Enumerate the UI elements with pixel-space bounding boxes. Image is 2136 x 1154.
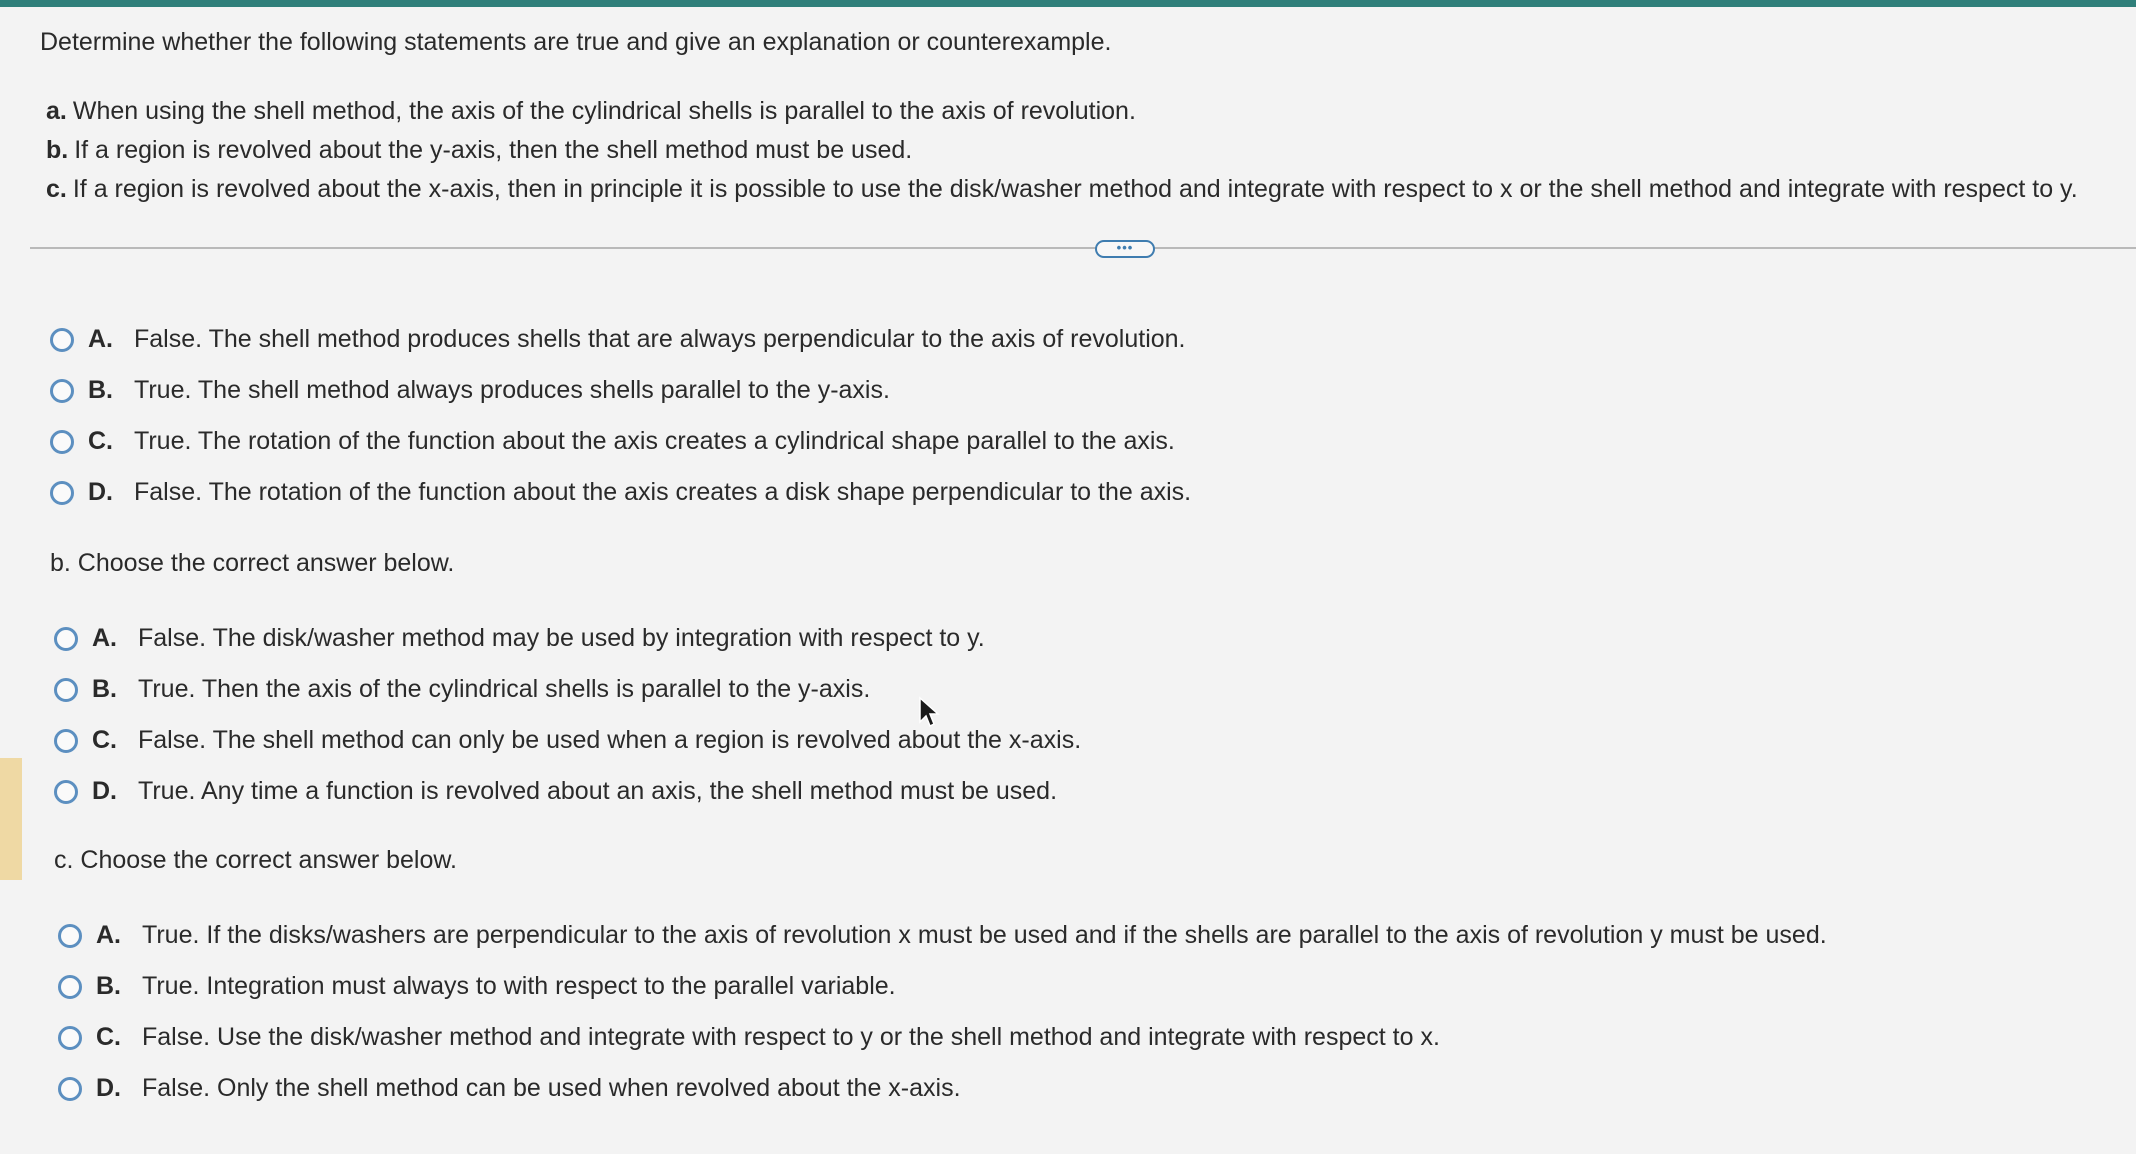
part-b-option-d[interactable] (54, 766, 1081, 817)
statements-list (46, 92, 2078, 209)
expand-more-button[interactable]: ••• (1095, 240, 1155, 258)
option-letter: D. (96, 1074, 121, 1102)
statement-letter: b. (46, 136, 69, 164)
option-letter: A. (96, 921, 121, 949)
option-letter: C. (96, 1023, 121, 1051)
option-letter: B. (92, 675, 117, 703)
option-text: True. If the disks/washers are perpendicular to the axis of revolution x must be used and if the shells are parallel to the axis of revolution y must be used. (142, 921, 1827, 949)
side-tab[interactable] (0, 758, 22, 880)
radio-button[interactable] (54, 729, 78, 753)
statement-letter: a. (46, 97, 67, 125)
option-letter: D. (88, 478, 113, 506)
option-text: False. The rotation of the function about the axis creates a disk shape perpendicular to the axis. (134, 478, 1192, 506)
option-letter: B. (88, 376, 113, 404)
radio-button[interactable] (50, 481, 74, 505)
radio-button[interactable] (50, 379, 74, 403)
part-b-label: b. Choose the correct answer below. (50, 549, 455, 577)
option-text: True. Integration must always to with respect to the parallel variable. (142, 972, 896, 1000)
option-text: True. Then the axis of the cylindrical shells is parallel to the y-axis. (138, 675, 871, 703)
part-c-option-c[interactable] (58, 1012, 1827, 1063)
radio-button[interactable] (58, 1077, 82, 1101)
statement-a (46, 92, 2078, 131)
statement-letter: c. (46, 175, 67, 203)
option-text: True. The shell method always produces shells parallel to the y-axis. (134, 376, 890, 404)
mouse-cursor-icon (918, 696, 944, 730)
radio-button[interactable] (58, 1026, 82, 1050)
question-intro: Determine whether the following statements are true and give an explanation or counterexample. (40, 28, 1112, 56)
option-letter: C. (92, 726, 117, 754)
part-a-option-a[interactable] (50, 314, 1191, 365)
option-letter: A. (92, 624, 117, 652)
part-c-option-d[interactable] (58, 1063, 1827, 1114)
radio-button[interactable] (54, 627, 78, 651)
radio-button[interactable] (50, 430, 74, 454)
part-a-option-d[interactable] (50, 467, 1191, 518)
radio-button[interactable] (58, 975, 82, 999)
part-a-option-b[interactable] (50, 365, 1191, 416)
statement-text: If a region is revolved about the y-axis, then the shell method must be used. (74, 136, 913, 164)
option-letter: A. (88, 325, 113, 353)
option-letter: C. (88, 427, 113, 455)
option-text: True. Any time a function is revolved about an axis, the shell method must be used. (138, 777, 1058, 805)
option-letter: B. (96, 972, 121, 1000)
part-c-option-b[interactable] (58, 961, 1827, 1012)
option-text: False. The shell method can only be used when a region is revolved about the x-axis. (138, 726, 1082, 754)
part-b-option-a[interactable] (54, 613, 1081, 664)
option-text: True. The rotation of the function about the axis creates a cylindrical shape parallel to the axis. (134, 427, 1175, 455)
option-text: False. The shell method produces shells that are always perpendicular to the axis of revolution. (134, 325, 1186, 353)
option-text: False. Use the disk/washer method and integrate with respect to y or the shell method and integrate with respect to x. (142, 1023, 1440, 1051)
radio-button[interactable] (54, 678, 78, 702)
option-text: False. The disk/washer method may be used by integration with respect to y. (138, 624, 985, 652)
option-text: False. Only the shell method can be used when revolved about the x-axis. (142, 1074, 961, 1102)
option-letter: D. (92, 777, 117, 805)
part-c-label: c. Choose the correct answer below. (54, 846, 457, 874)
statement-b (46, 131, 2078, 170)
radio-button[interactable] (54, 780, 78, 804)
part-c-options (58, 910, 1827, 1114)
statement-text: When using the shell method, the axis of the cylindrical shells is parallel to the axis of revolution. (72, 97, 1136, 125)
radio-button[interactable] (58, 924, 82, 948)
radio-button[interactable] (50, 328, 74, 352)
part-a-options (50, 314, 1191, 518)
top-accent-bar (0, 0, 2136, 7)
divider (30, 247, 2136, 249)
part-a-option-c[interactable] (50, 416, 1191, 467)
statement-c (46, 170, 2078, 209)
statement-text: If a region is revolved about the x-axis, then in principle it is possible to use the disk/washer method and integrate with respect to x or the shell method and integrate with respect to y. (72, 175, 2078, 203)
part-c-option-a[interactable] (58, 910, 1827, 961)
